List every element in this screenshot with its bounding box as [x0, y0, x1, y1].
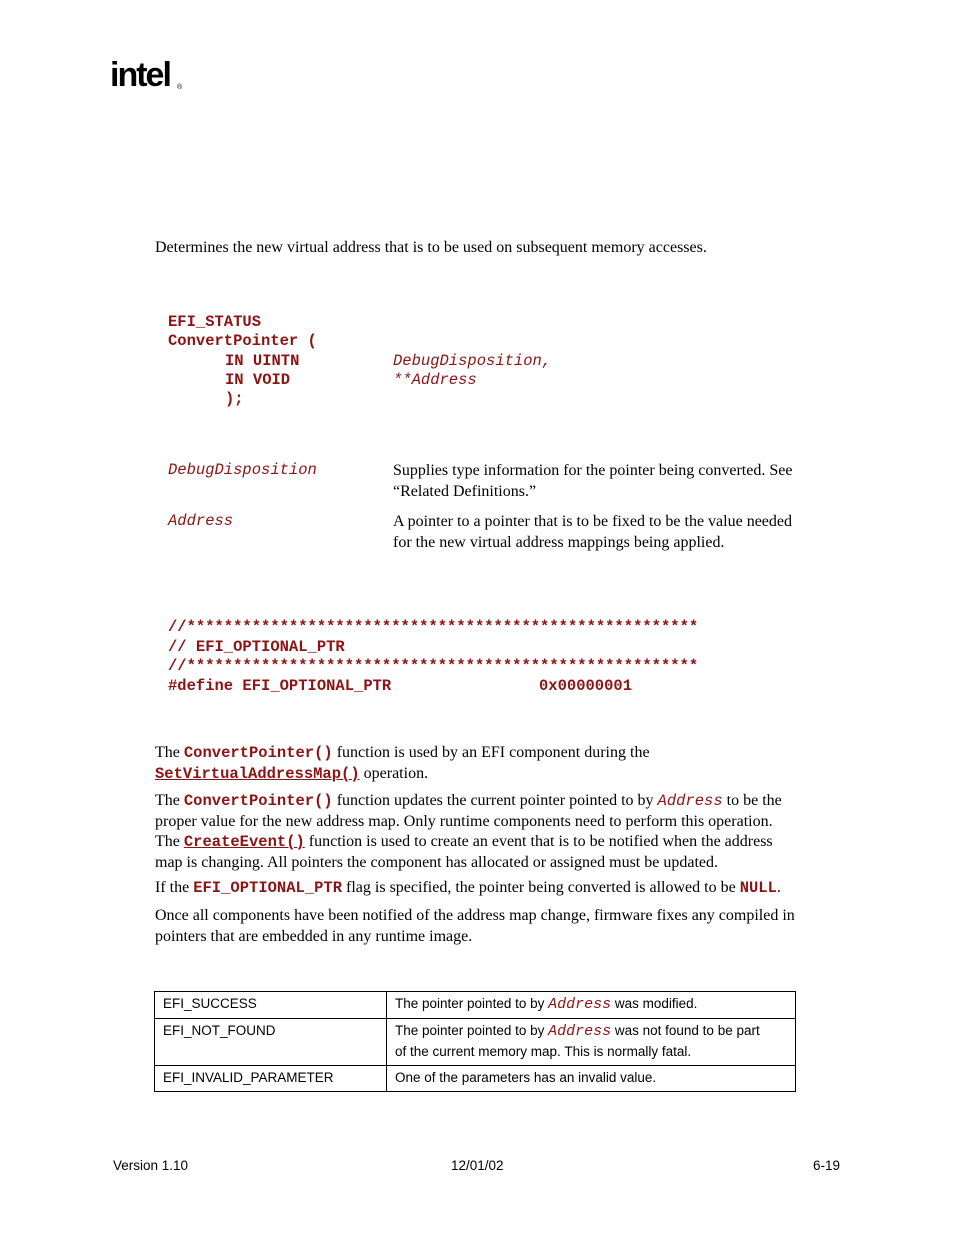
- flag-ref-optional-ptr: EFI_OPTIONAL_PTR: [193, 879, 343, 897]
- intel-logo-text: intel: [110, 56, 170, 94]
- footer-version: Version 1.10: [113, 1158, 189, 1173]
- parameter-description-line: Supplies type information for the pointer being converted. See: [393, 462, 793, 479]
- footer-date: 12/01/02: [451, 1158, 504, 1173]
- description-text: The: [155, 792, 184, 809]
- define-directive: #define EFI_OPTIONAL_PTR: [168, 677, 392, 695]
- link-setvirtualaddressmap[interactable]: SetVirtualAddressMap(): [155, 764, 360, 783]
- description-text: map is changing. All pointers the component has allocated or assigned must be updated.: [155, 853, 718, 871]
- prototype-close: );: [225, 390, 244, 408]
- description-text: proper value for the new address map. Only runtime components need to perform this operation.: [155, 812, 773, 830]
- status-code-cell: EFI_SUCCESS: [155, 992, 387, 1019]
- parameter-description-line: “Related Definitions.”: [393, 483, 537, 500]
- definition-comment-line: //*******************************************************: [168, 618, 699, 636]
- description-paragraph-4: [155, 906, 845, 947]
- definition-comment-line: //*******************************************************: [168, 657, 699, 675]
- status-description-cell: [387, 1019, 796, 1066]
- param-ref-address: Address: [548, 1023, 612, 1040]
- link-createevent[interactable]: CreateEvent(): [183, 833, 305, 851]
- function-ref-convertpointer: ConvertPointer(): [183, 744, 333, 762]
- parameter-description: [393, 460, 792, 502]
- description-text: function is used to create an event that is to be notified when the address: [304, 833, 773, 850]
- description-text: function is used by an EFI component during the: [332, 744, 650, 761]
- status-description-text: The pointer pointed to by: [395, 1023, 549, 1038]
- status-code-cell: EFI_INVALID_PARAMETER: [155, 1066, 387, 1092]
- description-text: .: [776, 879, 781, 896]
- prototype-return-type: EFI_STATUS: [168, 313, 262, 331]
- parameter-description-line: for the new virtual address mappings being applied.: [393, 534, 725, 551]
- prototype-param2-type: IN VOID: [225, 371, 291, 389]
- status-description-text: was modified.: [611, 996, 698, 1011]
- footer-page-number: 6-19: [813, 1158, 841, 1173]
- parameter-description: [393, 511, 792, 553]
- status-description-text: was not found to be part: [611, 1023, 760, 1038]
- status-description-text: The pointer pointed to by: [395, 996, 549, 1011]
- table-row: [155, 1019, 796, 1066]
- param-ref-address: Address: [548, 996, 612, 1013]
- registered-mark: ®: [177, 84, 183, 91]
- parameter-name: Address: [168, 512, 234, 530]
- parameter-description-line: A pointer to a pointer that is to be fixed to be the value needed: [393, 513, 792, 530]
- prototype-param1-type: IN UINTN: [225, 352, 300, 370]
- prototype-function-name: ConvertPointer (: [168, 332, 317, 350]
- status-description-cell: One of the parameters has an invalid value.: [387, 1066, 796, 1092]
- prototype-param2-name: **Address: [393, 371, 477, 389]
- description-text: The: [155, 833, 184, 850]
- status-codes-table: [154, 991, 796, 1092]
- description-text: to be the: [722, 792, 782, 809]
- description-paragraph-1: [155, 743, 845, 784]
- status-code-cell: EFI_NOT_FOUND: [155, 1019, 387, 1066]
- description-paragraph-2: [155, 791, 845, 873]
- description-text: operation.: [359, 764, 429, 782]
- param-ref-address: Address: [657, 792, 723, 810]
- intel-logo: [110, 58, 182, 100]
- description-paragraph-3: [155, 878, 845, 899]
- description-text: flag is specified, the pointer being converted is allowed to be: [342, 879, 740, 896]
- null-ref: NULL: [739, 879, 777, 897]
- definition-comment-title: // EFI_OPTIONAL_PTR: [168, 638, 345, 656]
- summary-text: Determines the new virtual address that is to be used on subsequent memory accesses.: [155, 239, 707, 256]
- prototype-param1-name: DebugDisposition,: [393, 352, 552, 370]
- status-description-text: of the current memory map. This is normally fatal.: [395, 1044, 692, 1059]
- description-text: If the: [155, 879, 194, 896]
- define-value: 0x00000001: [539, 677, 633, 695]
- parameter-name: DebugDisposition: [168, 461, 317, 479]
- function-ref-convertpointer: ConvertPointer(): [183, 792, 333, 810]
- description-text: The: [155, 744, 184, 761]
- table-row: [155, 992, 796, 1019]
- description-text: function updates the current pointer pointed to by: [332, 792, 658, 809]
- description-text: pointers that are embedded in any runtime image.: [155, 927, 473, 945]
- status-description-cell: [387, 992, 796, 1019]
- table-row: [155, 1066, 796, 1092]
- description-text: Once all components have been notified of the address map change, firmware fixes any compiled in: [155, 907, 795, 924]
